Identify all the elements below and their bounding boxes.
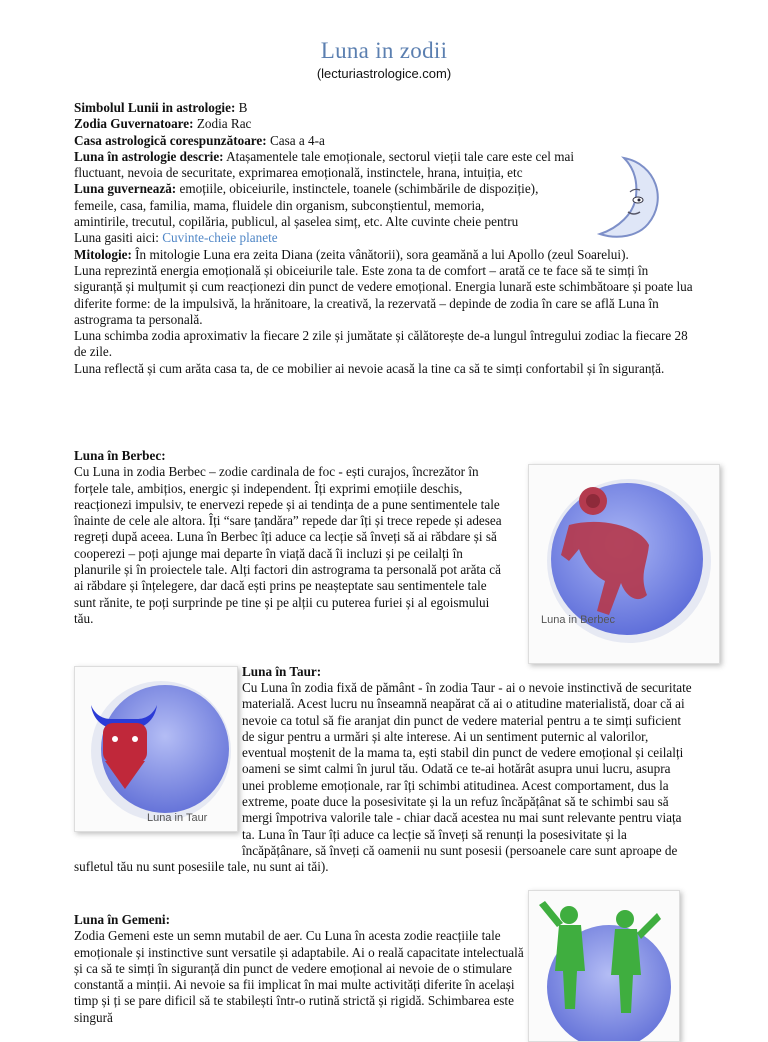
intro-guverneaza: Luna guvernează: emoțiile, obiceiurile, instinctele, toanele (schimbările de dispoziție), femeile, casa, familia, mama, fluidele din organism, subconștientul, memoria, amintirile, trecutul, copilăria, publicul, al șaselea simț, etc. Alte cuvinte cheie pentru Luna gasiti aici: Cuvinte-cheie planete [74,181,539,246]
intro-paragraph-3: Luna reflectă și cum arăta casa ta, de ce mobilier ai nevoie acasă la tine ca să te simți confortabil și în siguranță. [74,360,665,376]
gemeni-text: Zodia Gemeni este un semn mutabil de aer. Cu Luna în acesta zodie reacțiile tale emoționale și instinctive sunt versatile și adaptabile. Ai o reală capacitate intelectuală și ca să te simți în siguranță din punct de vedere emoțional ai nevoie de o stimulare constantă a minții. Ai nevoie sa fii implicat în mai multe activități diferite în același timp și ți se pare dificil să te stabilești într-o rutină strictă și rigidă. Schimbarea este singură [74,928,524,1025]
taur-image-spacer [74,680,242,848]
intro-zodia: Zodia Guvernatoare: Zodia Rac [74,116,252,132]
page-title: Luna in zodii [320,38,448,63]
keywords-link[interactable]: Cuvinte-cheie planete [162,230,278,246]
gemeni-section [74,912,524,1026]
intro-casa: Casa astrologică corespunzătoare: Casa a 4-a [74,132,325,148]
taur-heading: Luna în Taur: [242,664,322,679]
taur-section [242,664,694,680]
gemeni-heading: Luna în Gemeni: [74,912,170,927]
berbec-section [74,448,510,627]
aries-ram-icon [529,465,719,663]
intro-mitologie: Mitologie: În mitologie Luna era zeita Diana (zeita vânătorii), sora geamănă a lui Apollo (zeul Soarelui). [74,246,629,262]
taur-text [74,680,694,876]
source-label: (lecturiastrologice.com) [316,66,452,81]
gemeni-image [528,890,680,1042]
berbec-image [528,464,720,664]
intro-paragraph-2: Luna schimba zodia aproximativ la fiecare 2 zile și jumătate și călătorește de-a lungul întregului zodiac la fiecare 28 de zile. [74,328,688,360]
intro-simbol: Simbolul Lunii in astrologie: B [74,100,248,115]
berbec-image-caption: Luna in Berbec [541,614,615,626]
intro-paragraph-1: Luna reprezintă energia emoțională și obiceiurile tale. Este zona ta de comfort – arată ce te face să te simți în siguranță și mulțumit și cum reacționezi din punct de vedere emoțional. Energia lunară este schimbătoare și poate lua diferite forme: de la impulsivă, la hrănitoare, la creativă, la rezervată – depinde de zodia în care se află Luna în astrograma ta personală. [74,262,693,327]
berbec-text: Cu Luna in zodia Berbec – zodie cardinala de foc - ești curajos, încrezător în forțele tale, ambițios, energic și independent. Îți exprimi emoțiile deschis, reacționezi impulsiv, te enervezi repede și ai tendința de a pune sentimentele tale înainte de cele ale altora. Îți “sare țandăra” repede dar îți și trece repede și adesea regreți după aceea. Luna în Berbec îți aduce ca lecție să înveți să ai răbdare și să cooperezi – poți ajunge mai departe în viață dacă îi incluzi și pe ceilalți în planurile și în proiectele tale. Alți factori din astrograma ta personală pot arăta că ai răbdare și înțelegere, dar dacă ești prins pe neașteptate sau sentimentele tale sunt rănite, te poți surprinde pe tine și pe alții cu puterea furiei și al egoismului tău. [74,464,502,626]
berbec-heading: Luna în Berbec: [74,448,166,463]
taur-paragraph: Cu Luna în zodia fixă de pământ - în zodia Taur - ai o nevoie instinctivă de securitate materială. Acest lucru nu înseamnă neapărat că ai o atitudine materialistă, doar că ai nevoie ca totul să fie aranjat din punct de vedere material pentru a te simți suficient de sigur pentru a urmări și alte interese. Ai un sentiment puternic al valorilor, eventual moștenit de la mama ta, ești stabil din punct de vedere emoțional și ceilalți oameni se simt calmi în jurul tău. Odată ce te-ai hotărât asupra unui lucru, asupra unei probleme emoționale, rar îți schimbi atitudinea. Acest comportament, dus la extreme, poate duce la posesivitate și la un refuz încăpățânat să te schimbi sau să mergi împotriva valorile tale - chiar dacă acestea nu mai sunt relevante pentru viața ta. Luna în Taur îți aduce ca lecție să înveți să renunți la posesivitate și la încăpățânare, să înveți că oamenii nu sunt posesii (persoanele care sunt aproape de sufletul tău nu sunt posesiile tale, nu sunt ai tăi). [74,680,692,875]
gemini-twins-icon [529,891,679,1041]
crescent-moon-icon [594,152,670,242]
intro-descrie: Luna în astrologie descrie: Atașamentele tale emoționale, sectorul vieții tale care este cel mai fluctuant, nevoia de securitate, exprimarea emoțională, instinctele, hrana, intuiția, etc [74,148,574,181]
taur-image-caption: Luna in Taur [147,812,208,824]
